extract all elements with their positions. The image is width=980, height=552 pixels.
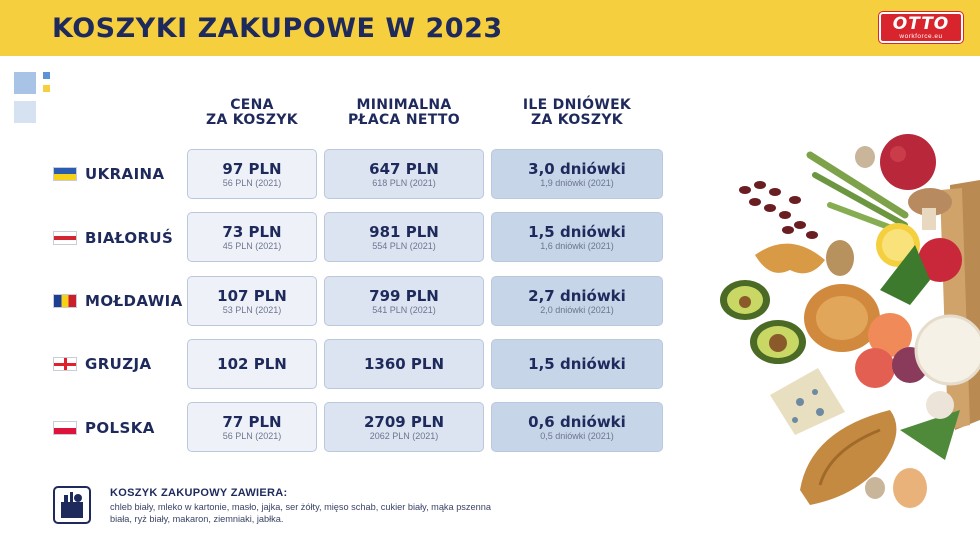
wage-cell: [324, 402, 484, 452]
column-header-price: [187, 98, 317, 128]
poland-flag-icon: [53, 421, 77, 435]
price-value: 77 PLN: [222, 413, 282, 431]
price-cell: [187, 402, 317, 452]
basket-contents: [110, 501, 510, 525]
price-cell: [187, 276, 317, 326]
price-value: 107 PLN: [217, 287, 287, 305]
wage-prev-value: 618 PLN (2021): [372, 178, 436, 188]
ukraine-flag-icon: [53, 167, 77, 181]
column-header-line: PŁACA NETTO: [348, 112, 460, 128]
moldova-flag-icon: [53, 294, 77, 308]
country-name: MOŁDAWIA: [85, 292, 183, 310]
column-header-wage: [324, 98, 484, 128]
belarus-flag-icon: [53, 231, 77, 245]
column-header-line: ILE DNIÓWEK: [522, 97, 632, 113]
days-value: 1,5 dniówki: [528, 355, 626, 373]
country-label-poland: [53, 418, 155, 438]
price-cell: [187, 212, 317, 262]
column-header-line: MINIMALNA: [356, 97, 452, 113]
header-bar: [0, 0, 980, 56]
country-name: BIAŁORUŚ: [85, 229, 174, 247]
days-value: 1,5 dniówki: [528, 223, 626, 241]
wage-cell: [324, 276, 484, 326]
column-header-line: CENA: [230, 97, 274, 113]
wage-prev-value: 541 PLN (2021): [372, 305, 436, 315]
price-prev-value: 53 PLN (2021): [222, 305, 282, 315]
basket-contents-line: chleb biały, mleko w kartonie, masło, jajka, ser żółty, mięso schab, cukier biały, mąka pszenna: [110, 502, 491, 512]
basket-title: KOSZYK ZAKUPOWY ZAWIERA:: [110, 487, 288, 499]
country-label-ukraine: [53, 164, 165, 184]
decorative-squares-icon: [14, 72, 54, 126]
shopping-bag-icon: [55, 488, 89, 522]
otto-logo: [879, 12, 963, 43]
wage-value: 799 PLN: [369, 287, 439, 305]
wage-prev-value: 2062 PLN (2021): [369, 431, 439, 441]
days-prev-value: 1,9 dniówki (2021): [540, 178, 614, 188]
price-prev-value: 56 PLN (2021): [222, 178, 282, 188]
page-title: KOSZYKI ZAKUPOWE W 2023: [52, 13, 503, 44]
column-header-line: ZA KOSZYK: [531, 112, 623, 128]
days-cell: [491, 402, 663, 452]
groceries-illustration: [700, 130, 980, 530]
days-value: 2,7 dniówki: [528, 287, 626, 305]
days-cell: [491, 276, 663, 326]
price-value: 73 PLN: [222, 223, 282, 241]
georgia-flag-icon: [53, 357, 77, 371]
logo-text: OTTO: [892, 14, 950, 34]
wage-value: 647 PLN: [369, 160, 439, 178]
wage-value: 2709 PLN: [363, 413, 445, 431]
wage-prev-value: 554 PLN (2021): [372, 241, 436, 251]
days-prev-value: 0,5 dniówki (2021): [540, 431, 614, 441]
price-value: 102 PLN: [217, 355, 287, 373]
country-name: GRUZJA: [85, 355, 152, 373]
wage-cell: [324, 339, 484, 389]
price-value: 97 PLN: [222, 160, 282, 178]
shopping-bag-icon: [53, 486, 91, 524]
price-prev-value: 56 PLN (2021): [222, 431, 282, 441]
country-label-georgia: [53, 354, 152, 374]
column-header-days: [491, 98, 663, 128]
days-cell: [491, 212, 663, 262]
price-cell: [187, 149, 317, 199]
wage-cell: [324, 212, 484, 262]
days-value: 0,6 dniówki: [528, 413, 626, 431]
country-name: UKRAINA: [85, 165, 165, 183]
country-label-moldova: [53, 291, 183, 311]
days-prev-value: 1,6 dniówki (2021): [540, 241, 614, 251]
country-name: POLSKA: [85, 419, 155, 437]
country-label-belarus: [53, 228, 173, 248]
days-prev-value: 2,0 dniówki (2021): [540, 305, 614, 315]
wage-value: 981 PLN: [369, 223, 439, 241]
logo-subtext: workforce.eu: [899, 33, 943, 40]
wage-value: 1360 PLN: [363, 355, 445, 373]
basket-contents-line: biała, ryż biały, makaron, ziemniaki, jabłka.: [110, 514, 284, 524]
days-cell: [491, 149, 663, 199]
column-header-line: ZA KOSZYK: [206, 112, 298, 128]
price-cell: [187, 339, 317, 389]
price-prev-value: 45 PLN (2021): [222, 241, 282, 251]
days-value: 3,0 dniówki: [528, 160, 626, 178]
days-cell: [491, 339, 663, 389]
wage-cell: [324, 149, 484, 199]
